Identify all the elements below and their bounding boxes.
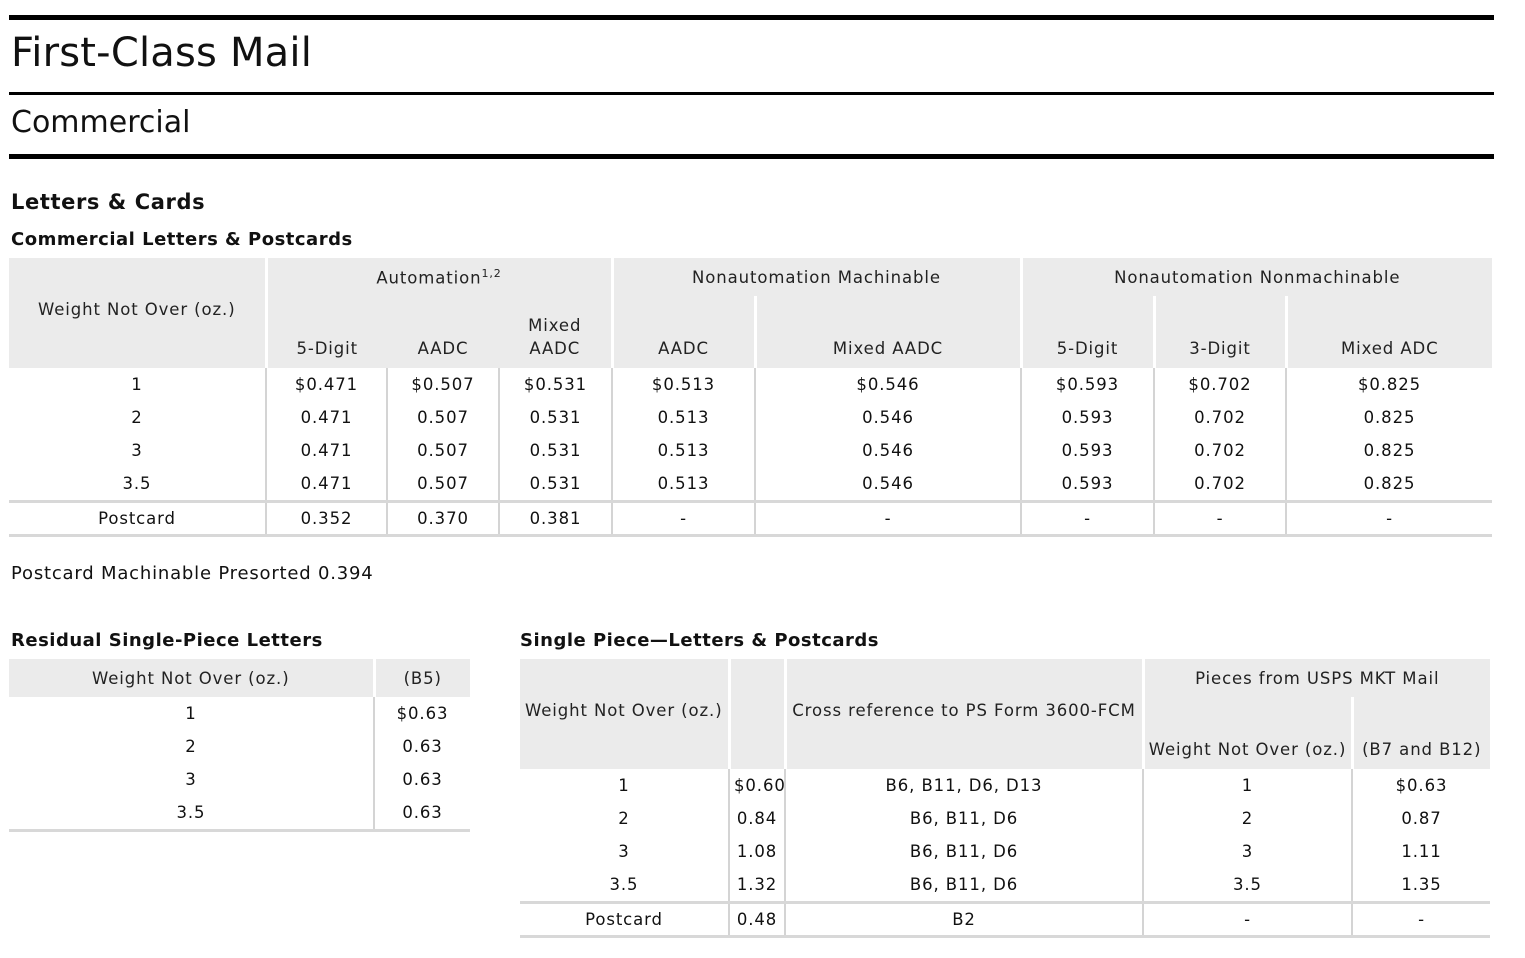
cell: 0.507 xyxy=(387,434,499,467)
table-heading-residual: Residual Single-Piece Letters xyxy=(11,630,323,651)
cell: 0.546 xyxy=(755,434,1021,467)
col-header: Weight Not Over (oz.) xyxy=(9,659,374,697)
page-title: First-Class Mail xyxy=(11,30,313,76)
weight-header: Weight Not Over (oz.) xyxy=(9,258,266,368)
cell: 2 xyxy=(618,809,630,828)
cell: 0.84 xyxy=(729,802,785,835)
cell: - xyxy=(1021,502,1154,536)
cell: 3.5 xyxy=(609,875,639,894)
price-header xyxy=(729,659,785,769)
cell: - xyxy=(612,502,755,536)
cell: 0.352 xyxy=(266,502,387,536)
table-row xyxy=(520,802,1490,835)
table-row xyxy=(520,903,1490,937)
cell: 0.546 xyxy=(755,467,1021,502)
cell: $0.513 xyxy=(612,368,755,401)
cell: 0.825 xyxy=(1286,434,1492,467)
single-piece-table xyxy=(520,659,1490,938)
cell: 1.08 xyxy=(729,835,785,868)
cell: 0.702 xyxy=(1154,434,1286,467)
cell: $0.63 xyxy=(374,697,470,730)
cell: $0.471 xyxy=(266,368,387,401)
cell: 0.471 xyxy=(266,467,387,502)
cell: B6, B11, D6 xyxy=(785,802,1143,835)
table-heading-single-piece: Single Piece—Letters & Postcards xyxy=(520,630,880,651)
subtitle-rule xyxy=(9,154,1494,159)
cell: 0.507 xyxy=(387,467,499,502)
cell: 1 xyxy=(131,375,143,394)
cell: 0.507 xyxy=(387,401,499,434)
table-row xyxy=(9,763,470,796)
table-row xyxy=(9,796,470,831)
cell: $0.546 xyxy=(755,368,1021,401)
cell: 0.702 xyxy=(1154,401,1286,434)
weight-header: Weight Not Over (oz.) xyxy=(520,659,729,769)
cell: 0.63 xyxy=(374,763,470,796)
cell: 1 xyxy=(618,776,630,795)
col-header: (B5) xyxy=(374,659,470,697)
cell: B6, B11, D6 xyxy=(785,835,1143,868)
table-heading-commercial: Commercial Letters & Postcards xyxy=(11,229,353,250)
top-rule xyxy=(9,15,1494,20)
table-row xyxy=(520,868,1490,903)
cell: 2 xyxy=(185,737,197,756)
cell: 3 xyxy=(618,842,630,861)
cell: Postcard xyxy=(9,502,266,536)
cell: 0.513 xyxy=(612,401,755,434)
cell: 0.513 xyxy=(612,467,755,502)
cell: 3.5 xyxy=(1143,868,1352,903)
cell: - xyxy=(1352,903,1490,937)
cell: $0.593 xyxy=(1021,368,1154,401)
cell: $0.702 xyxy=(1154,368,1286,401)
cell: $0.825 xyxy=(1286,368,1492,401)
cell: 0.471 xyxy=(266,401,387,434)
table-row xyxy=(9,368,1492,401)
cell: 0.702 xyxy=(1154,467,1286,502)
cell: 0.48 xyxy=(729,903,785,937)
table-row xyxy=(9,502,1492,536)
cell: 2 xyxy=(131,408,143,427)
page-subtitle: Commercial xyxy=(11,105,191,140)
residual-letters-table xyxy=(9,659,470,832)
cell: 0.531 xyxy=(499,467,612,502)
cell: 0.546 xyxy=(755,401,1021,434)
cell: - xyxy=(755,502,1021,536)
cell: 0.381 xyxy=(499,502,612,536)
cell: - xyxy=(1286,502,1492,536)
mkt-price-header: (B7 and B12) xyxy=(1352,697,1490,769)
cell: 0.63 xyxy=(374,730,470,763)
cell: 3.5 xyxy=(122,474,152,493)
table-row xyxy=(9,730,470,763)
col-header: AADC xyxy=(612,296,755,368)
cell: - xyxy=(1143,903,1352,937)
col-header: Mixed ADC xyxy=(1286,296,1492,368)
col-header: 3-Digit xyxy=(1154,296,1286,368)
table-row xyxy=(520,769,1490,802)
cell: $0.63 xyxy=(1352,769,1490,802)
cell: $0.60 xyxy=(729,769,785,802)
cell: 1.11 xyxy=(1352,835,1490,868)
cell: 0.63 xyxy=(374,796,470,831)
table-row xyxy=(520,835,1490,868)
cell: 3 xyxy=(185,770,197,789)
col-header: Mixed AADC xyxy=(755,296,1021,368)
cell: Postcard xyxy=(520,903,729,937)
title-rule xyxy=(9,92,1494,95)
cell: 0.593 xyxy=(1021,434,1154,467)
cell: 1.35 xyxy=(1352,868,1490,903)
cell: 0.471 xyxy=(266,434,387,467)
cell: 0.87 xyxy=(1352,802,1490,835)
group-header-nonauto-machinable: Nonautomation Machinable xyxy=(612,258,1021,296)
cell: 0.825 xyxy=(1286,467,1492,502)
cell: B6, B11, D6 xyxy=(785,868,1143,903)
cell: B2 xyxy=(785,903,1143,937)
section-heading: Letters & Cards xyxy=(11,190,206,214)
cell: 0.593 xyxy=(1021,467,1154,502)
cell: 0.370 xyxy=(387,502,499,536)
cell: 1 xyxy=(185,704,197,723)
cell: 0.513 xyxy=(612,434,755,467)
cell: 1.32 xyxy=(729,868,785,903)
group-header-usps-mkt: Pieces from USPS MKT Mail xyxy=(1143,659,1490,697)
cell: $0.507 xyxy=(387,368,499,401)
table-row xyxy=(9,434,1492,467)
cell: 0.593 xyxy=(1021,401,1154,434)
mkt-weight-header: Weight Not Over (oz.) xyxy=(1143,697,1352,769)
cell: 3 xyxy=(131,441,143,460)
postcard-note: Postcard Machinable Presorted 0.394 xyxy=(11,563,374,584)
group-header-nonauto-nonmachinable: Nonautomation Nonmachinable xyxy=(1021,258,1492,296)
table-row xyxy=(9,401,1492,434)
group-header-automation: Automation$^{1,2}$ xyxy=(266,258,612,296)
col-header: AADC xyxy=(387,296,499,368)
cell: 0.825 xyxy=(1286,401,1492,434)
cell: B6, B11, D6, D13 xyxy=(785,769,1143,802)
commercial-letters-table xyxy=(9,258,1492,537)
col-header: 5-Digit xyxy=(266,296,387,368)
cell: 0.531 xyxy=(499,401,612,434)
cell: 2 xyxy=(1143,802,1352,835)
table-row xyxy=(9,467,1492,502)
cell: 3 xyxy=(1143,835,1352,868)
cell: 3.5 xyxy=(9,796,374,831)
cell: 0.531 xyxy=(499,434,612,467)
cell: 1 xyxy=(1143,769,1352,802)
table-row xyxy=(9,697,470,730)
cell: $0.531 xyxy=(499,368,612,401)
col-header: Mixed AADC xyxy=(499,296,612,368)
cell: - xyxy=(1154,502,1286,536)
col-header: 5-Digit xyxy=(1021,296,1154,368)
xref-header: Cross reference to PS Form 3600-FCM xyxy=(785,659,1143,769)
